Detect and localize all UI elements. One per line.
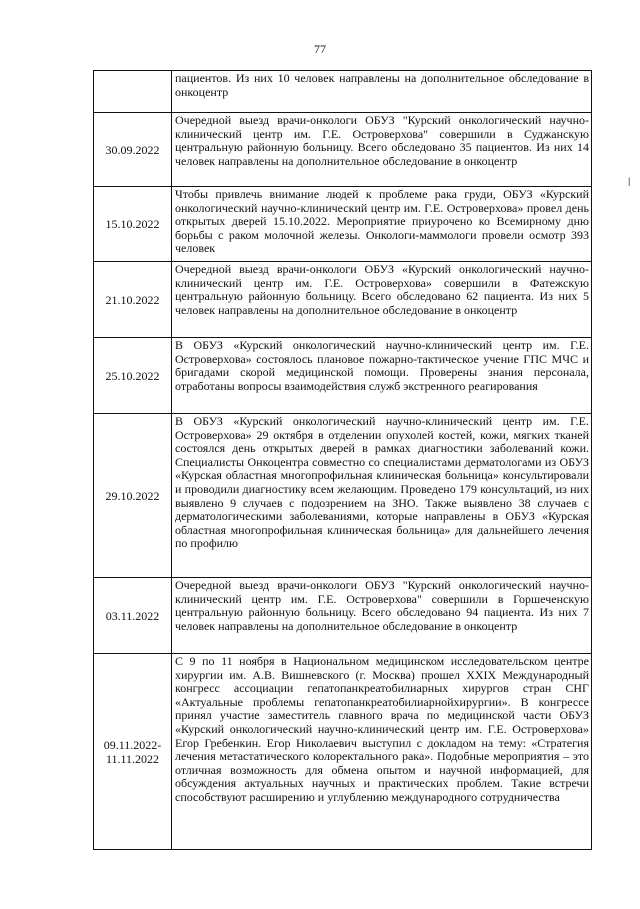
event-description: Очередной выезд врачи-онкологи ОБУЗ "Курский онкологический научно-клинический центр им. Г.Е. Островерхова" совершили в Горшеченскую центральную районную больницу. Всего обследовано 94 пациента. Из них 7 человек направлены на дополнительное обследование в онкоцентр — [172, 578, 592, 654]
table-row — [94, 262, 592, 338]
events-table — [93, 70, 592, 850]
event-date: 03.11.2022 — [105, 608, 160, 623]
event-date: 25.10.2022 — [105, 368, 160, 383]
event-date: 30.09.2022 — [105, 142, 160, 157]
date-cell — [94, 113, 172, 187]
event-description: пациентов. Из них 10 человек направлены на дополнительное обследование в онкоцентр — [172, 71, 592, 113]
date-cell — [94, 414, 172, 578]
event-description: Очередной выезд врачи-онкологи ОБУЗ «Курский онкологический научно-клинический центр им. Г.Е. Островерхова» совершили в Фатежскую центральную районную больницу. Всего обследовано 62 пациента. Из них 5 человек направлены на дополнительное обследование в онкоцентр — [172, 262, 592, 338]
date-cell — [94, 187, 172, 262]
date-cell — [94, 578, 172, 654]
date-cell — [94, 654, 172, 850]
event-description: В ОБУЗ «Курский онкологический научно-клинический центр им. Г.Е. Островерхова» 29 октября в отделении опухолей костей, кожи, мягких тканей состоялся день открытых дверей в рамках диагностики заболеваний кожи. Специалисты Онкоцентра совместно со специалистами дерматологами из ОБУЗ «Курская областная многопрофильная клиническая больница» консультировали и проводили диагностику всем желающим. Проведено 179 консультаций, из них выявлено 9 случаев с подозрением на ЗНО. Также выявлено 38 случаев с дерматологическими заболеваниями, которые направлены в ОБУЗ «Курская областная многопрофильная клиническая больница» для дальнейшего лечения по профилю — [172, 414, 592, 578]
margin-mark: | — [628, 176, 631, 186]
table-row — [94, 654, 592, 850]
event-description: Очередной выезд врачи-онкологи ОБУЗ "Курский онкологический научно-клинический центр им. Г.Е. Островерхова" совершили в Суджанскую центральную районную больницу. Всего обследовано 35 пациентов. Из них 14 человек направлены на дополнительное обследование в онкоцентр — [172, 113, 592, 187]
date-cell — [94, 262, 172, 338]
event-description: В ОБУЗ «Курский онкологический научно-клинический центр им. Г.Е. Островерхова» состоялось плановое пожарно-тактическое учение ГПС МЧС и бригадами скорой медицинской помощи. Проверены знания персонала, отработаны вопросы взаимодействия служб экстренного реагирования — [172, 338, 592, 414]
table-row — [94, 71, 592, 113]
table-row — [94, 187, 592, 262]
date-cell — [94, 338, 172, 414]
event-date: 15.10.2022 — [105, 217, 160, 231]
event-description: С 9 по 11 ноября в Национальном медицинском исследовательском центре хирургии им. А.В. Вишневского (г. Москва) прошел XXIX Международный конгресс ассоциации гепатопанкреатобилиарных хирургов стран СНГ «Актуальные проблемы гепатопанкреатобилиарнойхирургии». В конгрессе принял участие заместитель главного врача по медицинской части ОБУЗ «Курский онкологический научно-клинический центр им. Г.Е. Островерхова» Егор Гребенкин. Егор Николаевич выступил с докладом на тему: «Стратегия лечения метастатического колоректального рака». Подобные мероприятия – это отличная возможность для обмена опытом и научной информацией, для обсуждения актуальных научных и практических проблем. Такие встречи способствуют расширению и углублению международного сотрудничества — [172, 654, 592, 850]
table-row — [94, 578, 592, 654]
event-description: Чтобы привлечь внимание людей к проблеме рака груди, ОБУЗ «Курский онкологический научно-клинический центр им. Г.Е. Островерхова» провел день открытых дверей 15.10.2022. Мероприятие приурочено ко Всемирному дню борьбы с раком молочной железы. Онкологи-маммологи провели осмотр 393 человек — [172, 187, 592, 262]
table-row — [94, 338, 592, 414]
event-date: 21.10.2022 — [105, 292, 160, 307]
date-cell — [94, 71, 172, 113]
table-row — [94, 414, 592, 578]
event-date: 29.10.2022 — [105, 488, 160, 503]
event-date: 09.11.2022- — [103, 737, 162, 752]
page-number: 77 — [314, 42, 326, 56]
table-row — [94, 113, 592, 187]
event-date-end: 11.11.2022 — [105, 751, 160, 766]
